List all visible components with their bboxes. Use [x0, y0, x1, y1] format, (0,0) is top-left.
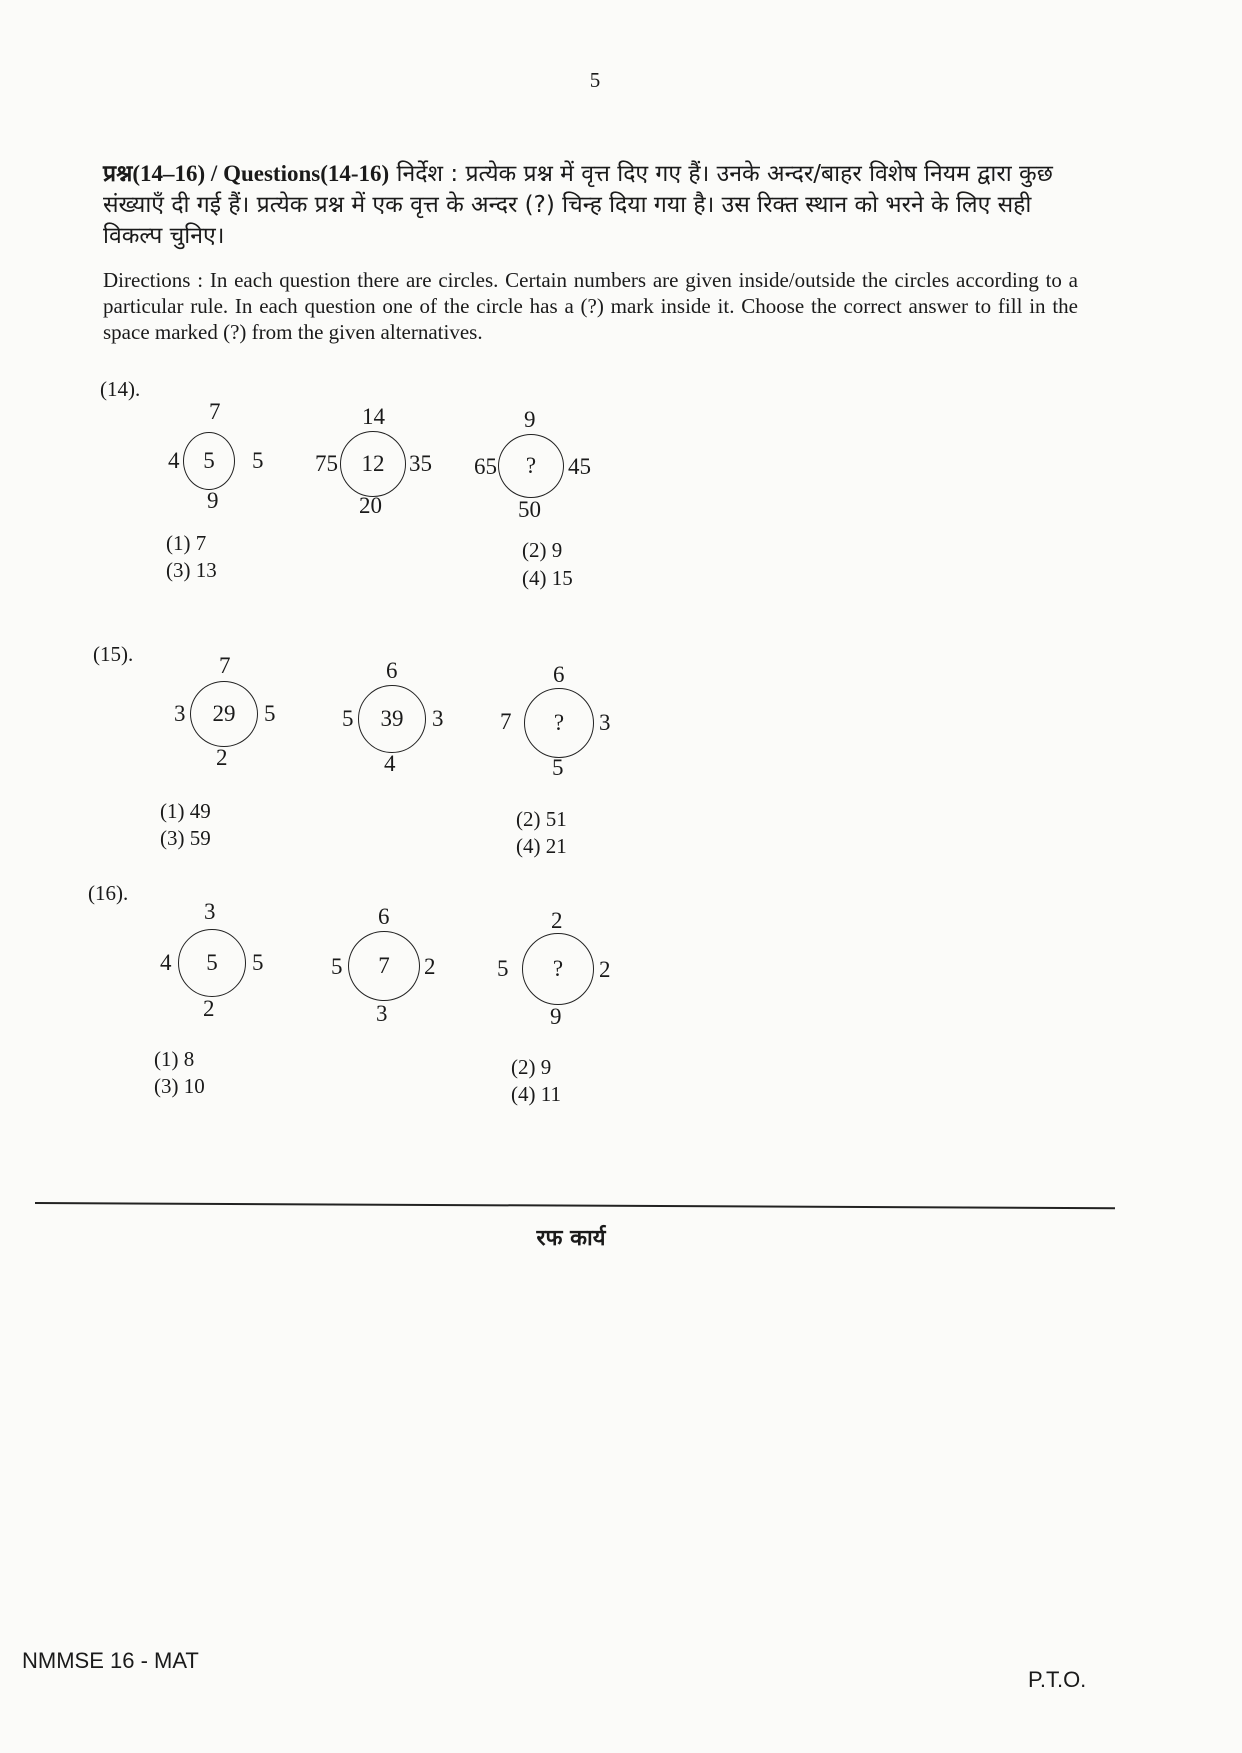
question-number: (15). — [93, 642, 134, 666]
circle-top-number: 14 — [362, 404, 385, 429]
footer-pto: P.T.O. — [1028, 1667, 1087, 1692]
circle — [178, 929, 246, 997]
question-number: (16). — [88, 881, 129, 905]
divider-line — [35, 1202, 1115, 1209]
circle-center-number: ? — [525, 453, 537, 478]
circle-right-number: 3 — [599, 710, 611, 735]
option-3: (3) 59 — [160, 826, 211, 850]
circle — [340, 431, 406, 497]
circle-right-number: 2 — [424, 954, 436, 979]
option-3: (3) 13 — [166, 558, 217, 582]
circle-top-number: 6 — [386, 658, 398, 683]
circle-left-number: 7 — [500, 709, 512, 734]
question-number: (14). — [100, 377, 141, 401]
circle-bottom-number: 50 — [518, 497, 541, 522]
circle-right-number: 5 — [264, 701, 276, 726]
label-separator: / — [205, 161, 224, 186]
circle-center-number: 5 — [206, 950, 218, 975]
circle-right-number: 35 — [409, 451, 432, 476]
circle-left-number: 5 — [497, 956, 509, 981]
circle-top-number: 6 — [553, 662, 565, 687]
circle-left-number: 5 — [331, 954, 343, 979]
option-3: (3) 10 — [154, 1074, 205, 1098]
option-4: (4) 15 — [522, 566, 573, 590]
circle-left-number: 65 — [474, 454, 497, 479]
circle — [498, 434, 564, 498]
circle-left-number: 3 — [174, 701, 186, 726]
circle-left-number: 4 — [160, 950, 172, 975]
circle-bottom-number: 5 — [552, 755, 564, 780]
option-2: (2) 51 — [516, 807, 567, 831]
circle-center-number: 5 — [203, 448, 215, 473]
circle-center-number: 7 — [378, 953, 390, 978]
circle — [524, 688, 594, 758]
circle-top-number: 3 — [204, 899, 216, 924]
option-1: (1) 8 — [154, 1047, 195, 1071]
option-4: (4) 21 — [516, 834, 567, 858]
circle-top-number: 7 — [209, 399, 221, 424]
circle-bottom-number: 2 — [216, 745, 228, 770]
circle-center-number: 39 — [380, 706, 404, 731]
circle — [183, 432, 235, 490]
circle — [522, 933, 594, 1005]
circle-right-number: 3 — [432, 706, 444, 731]
circle-bottom-number: 20 — [359, 493, 382, 518]
circle-top-number: 2 — [551, 908, 563, 933]
page-number: 5 — [589, 68, 601, 92]
circle-center-number: 12 — [361, 451, 385, 476]
option-4: (4) 11 — [511, 1082, 561, 1106]
english-question-label: Questions(14-16) — [223, 161, 390, 186]
circle-bottom-number: 2 — [203, 996, 215, 1021]
option-1: (1) 7 — [166, 531, 207, 555]
circle-center-number: 29 — [212, 701, 236, 726]
footer-exam-code: NMMSE 16 - MAT — [22, 1648, 199, 1673]
circle-left-number: 75 — [315, 451, 338, 476]
circle-top-number: 7 — [219, 653, 231, 678]
circle — [358, 685, 426, 753]
circle-right-number: 45 — [568, 454, 591, 479]
circle-bottom-number: 9 — [550, 1004, 562, 1029]
circle-top-number: 6 — [378, 904, 390, 929]
circle-right-number: 5 — [252, 448, 264, 473]
hindi-directions-text: निर्देश : प्रत्येक प्रश्न में वृत्त दिए गए हैं। उनके अन्दर/बाहर विशेष नियम द्वारा कुछ संख्याएँ दी गई हैं। प्रत्येक प्रश्न में एक वृत्त के अन्दर (?) चिन्ह दिया गया है। उस रिक्त स्थान को भरने के लिए सही विकल्प चुनिए। — [103, 161, 1053, 249]
circle-bottom-number: 9 — [207, 488, 219, 513]
hindi-question-label: प्रश्न(14–16) — [103, 161, 206, 186]
circle-left-number: 4 — [168, 448, 180, 473]
circle — [348, 931, 420, 1001]
rough-work-heading: रफ कार्य — [536, 1226, 606, 1251]
directions-hindi — [103, 158, 1083, 252]
circle-center-number: ? — [553, 710, 565, 735]
circle-left-number: 5 — [342, 706, 354, 731]
directions-english: Directions : In each question there are circles. Certain numbers are given inside/outside the circles according to a particular rule. In each question one of the circle has a (?) mark inside it. Choose the correct answer to fill in the space marked (?) from the given alternatives. — [103, 268, 1078, 344]
circle-bottom-number: 4 — [384, 751, 396, 776]
option-2: (2) 9 — [511, 1055, 552, 1079]
circle-right-number: 5 — [252, 950, 264, 975]
option-1: (1) 49 — [160, 799, 211, 823]
circle-top-number: 9 — [524, 407, 536, 432]
circle-bottom-number: 3 — [376, 1001, 388, 1026]
circle-right-number: 2 — [599, 957, 611, 982]
circle-center-number: ? — [552, 956, 564, 981]
option-2: (2) 9 — [522, 538, 563, 562]
circle — [190, 681, 258, 747]
